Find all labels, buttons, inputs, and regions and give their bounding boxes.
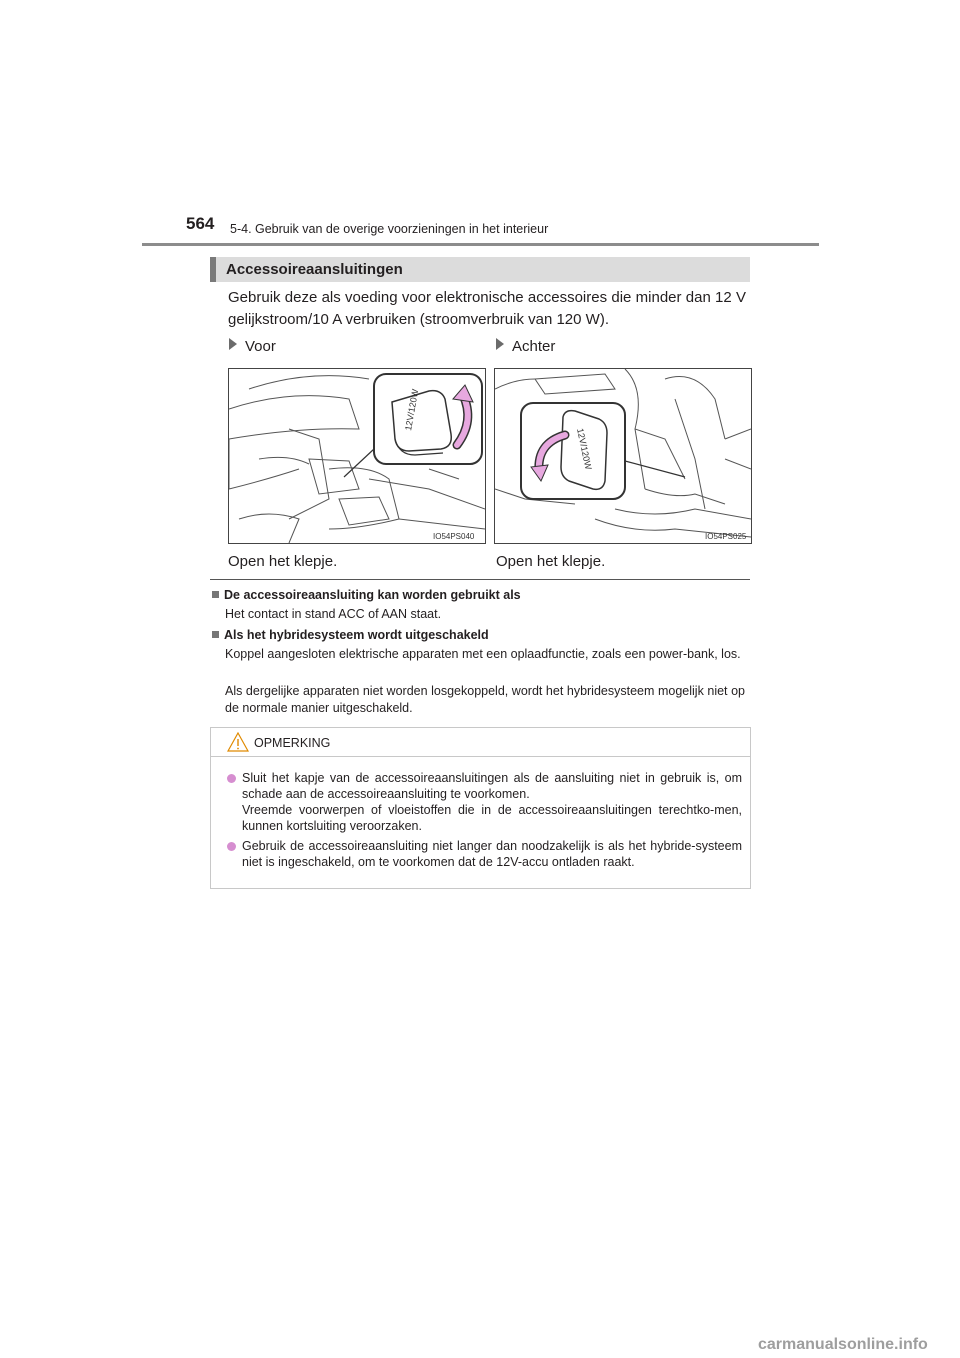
front-socket-illustration (228, 368, 486, 544)
section-title-bar (210, 257, 750, 282)
front-cap-label: 12V/120W (403, 388, 421, 432)
arrow-right-icon (229, 338, 237, 350)
rear-caption: Open het klepje. (496, 553, 606, 570)
chapter-title: 5-4. Gebruik van de overige voorzieningen in het interieur (230, 222, 549, 236)
rear-figure-code: IO54PS025 (705, 532, 747, 541)
bullet-dot-icon (227, 842, 236, 851)
notice-item: Gebruik de accessoireaansluiting niet langer dan noodzakelijk is als het hybride-systeem niet is ingeschakeld, om te voorkomen dat de 12V-accu ontladen raakt. (227, 838, 742, 870)
watermark: carmanualsonline.info (758, 1336, 928, 1353)
note-paragraph: Koppel aangesloten elektrische apparaten met een oplaadfunctie, zoals een power-bank, los. (225, 647, 741, 661)
notice-divider (211, 756, 750, 757)
note-paragraph: Het contact in stand ACC of AAN staat. (225, 607, 442, 621)
section-divider (210, 579, 750, 580)
intro-paragraph: Gebruik deze als voeding voor elektronische accessoires die minder dan 12 V gelijkstroom/10 A verbruiken (stroomverbruik van 120 W). (228, 289, 746, 328)
notice-title: OPMERKING (254, 736, 331, 750)
bullet-dot-icon (227, 774, 236, 783)
notice-box (210, 727, 751, 889)
view-label-front: Voor (229, 338, 276, 355)
square-bullet-icon (212, 631, 219, 638)
warning-triangle-icon (227, 732, 249, 752)
front-figure-code: IO54PS040 (433, 532, 475, 541)
note-paragraph: Als dergelijke apparaten niet worden losgekoppeld, wordt het hybridesysteem mogelijk niet op de normale manier uitgeschakeld. (225, 684, 745, 715)
note-heading: De accessoireaansluiting kan worden gebruikt als (212, 588, 521, 602)
rear-socket-illustration (494, 368, 752, 544)
section-accent (210, 257, 216, 282)
note-heading: Als het hybridesysteem wordt uitgeschakeld (212, 628, 489, 642)
square-bullet-icon (212, 591, 219, 598)
notice-item: Sluit het kapje van de accessoireaansluitingen als de aansluiting niet in gebruik is, om schade aan de accessoireaansluiting te voorkomen. Vreemde voorwerpen of vloeistoffen die in de accessoireaansluitingen terechtko-men, kunnen kortsluiting veroorzaken. (227, 770, 742, 834)
header-rule (142, 243, 819, 246)
page-number: 564 (186, 214, 215, 233)
rear-cap-label: 12V/120W (575, 427, 594, 471)
view-label-rear: Achter (496, 338, 555, 355)
arrow-right-icon (496, 338, 504, 350)
front-caption: Open het klepje. (228, 553, 338, 570)
section-title: Accessoireaansluitingen (226, 261, 403, 278)
